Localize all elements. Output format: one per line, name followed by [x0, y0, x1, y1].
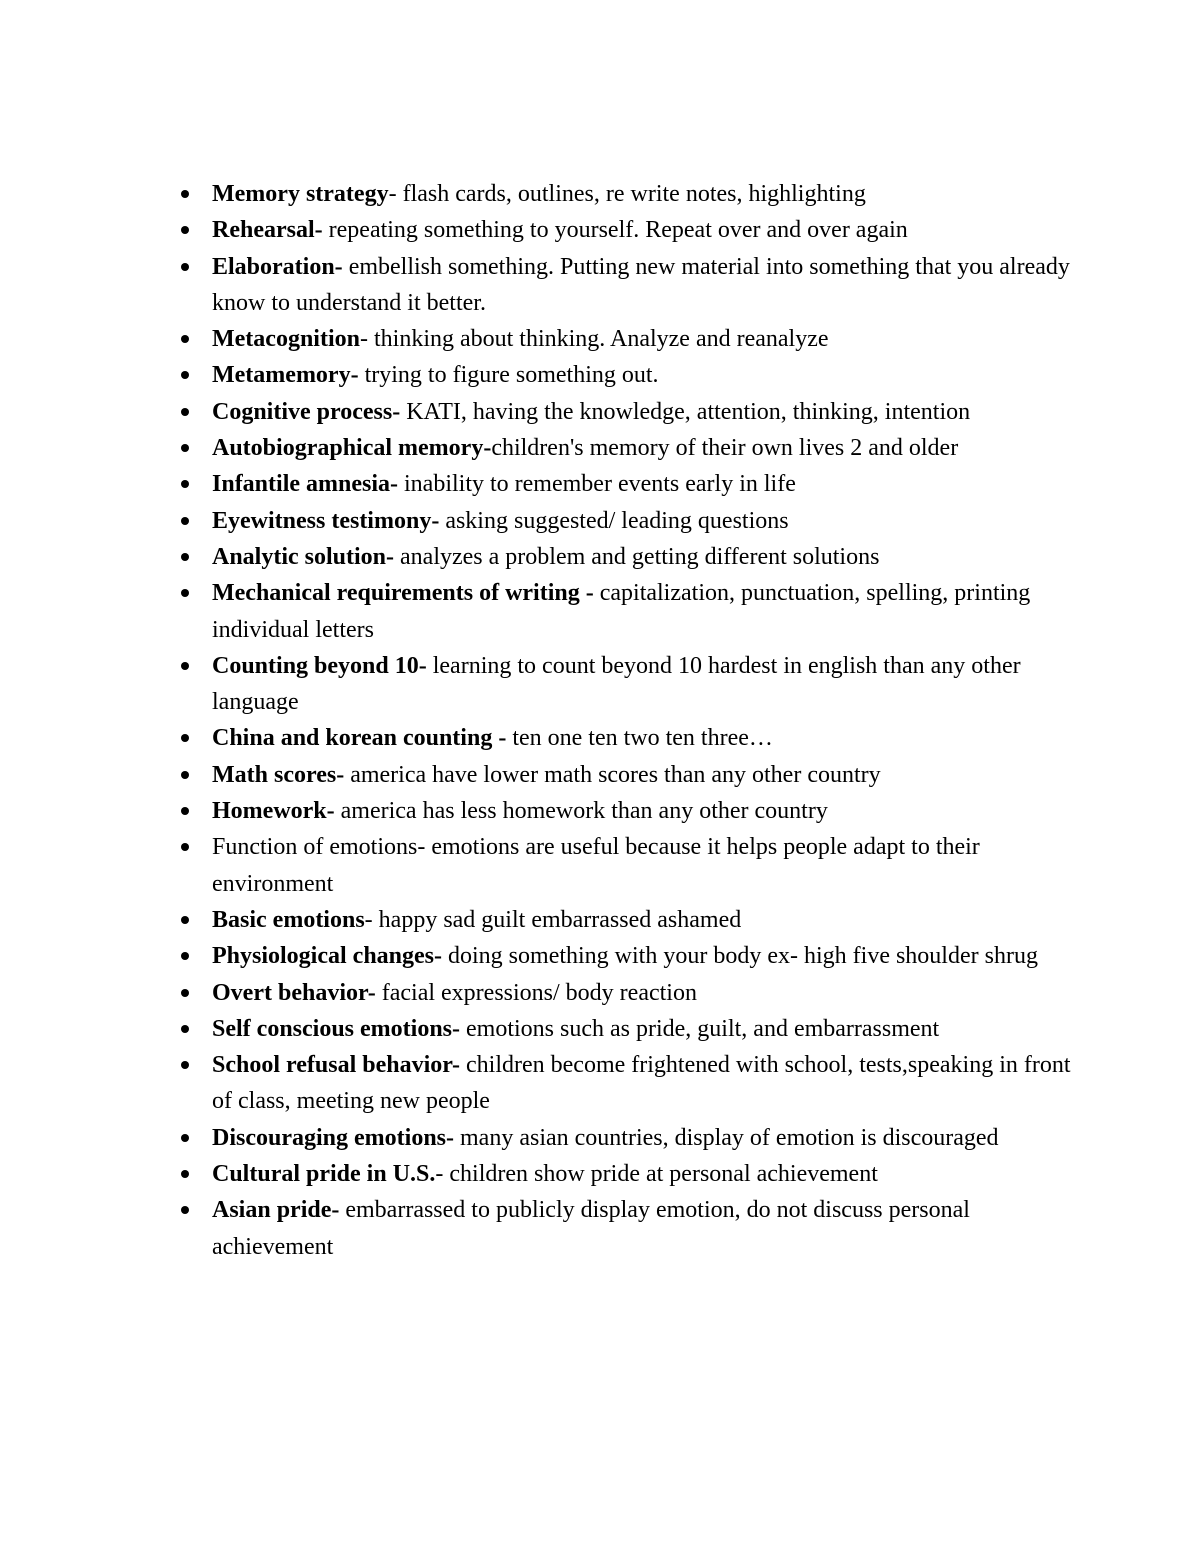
bullet-icon: [181, 662, 189, 670]
definition-text: KATI, having the knowledge, attention, thinking, intention: [400, 398, 971, 425]
term-label: Basic emotions: [212, 906, 365, 933]
list-item: [212, 720, 1092, 756]
definition-text: embellish something. Putting new material into something that you already know to understand it better.: [212, 253, 1070, 316]
list-item: [212, 503, 1092, 539]
list-item: [212, 829, 1092, 902]
term-label: Memory strategy: [212, 181, 389, 207]
term-label: Elaboration-: [212, 253, 343, 280]
bullet-icon: [181, 807, 189, 815]
list-item: [212, 466, 1092, 502]
bullet-icon: [181, 734, 189, 742]
list-item: [212, 539, 1092, 575]
definition-text: children's memory of their own lives 2 and older: [491, 435, 959, 462]
term-label: Autobiographical memory-: [212, 435, 492, 462]
bullet-icon: [181, 226, 189, 234]
list-item: [212, 757, 1092, 793]
definition-text: - happy sad guilt embarrassed ashamed: [364, 906, 742, 933]
list-item: [212, 1120, 1092, 1156]
definition-text: inability to remember events early in life: [398, 471, 796, 498]
bullet-icon: [181, 480, 189, 488]
bullet-icon: [181, 263, 189, 271]
list-item: [212, 321, 1092, 357]
term-label: Mechanical requirements of writing -: [212, 580, 594, 607]
term-label: Homework-: [212, 798, 335, 825]
term-label: School refusal behavior-: [212, 1052, 461, 1079]
bullet-icon: [181, 1061, 189, 1069]
term-label: Eyewitness testimony-: [212, 507, 440, 534]
term-label: Self conscious emotions-: [212, 1015, 460, 1042]
bullet-icon: [181, 371, 189, 379]
bullet-icon: [181, 989, 189, 997]
bullet-icon: [181, 1134, 189, 1142]
term-label: Analytic solution-: [212, 543, 395, 570]
list-item: [212, 1047, 1092, 1120]
list-item: [212, 249, 1092, 322]
term-label: China and korean counting -: [212, 725, 507, 752]
definition-text: analyzes a problem and getting different solutions: [394, 543, 880, 570]
bullet-icon: [181, 517, 189, 525]
definition-text: ten one ten two ten three…: [506, 725, 773, 752]
bullet-icon: [181, 1025, 189, 1033]
definition-text: embarrassed to publicly display emotion, do not discuss personal achievement: [212, 1197, 970, 1260]
bullet-icon: [181, 553, 189, 561]
definition-text: - thinking about thinking. Analyze and reanalyze: [359, 326, 829, 353]
term-label: Counting beyond 10-: [212, 652, 427, 679]
definition-text: children become frightened with school, tests,speaking in front of class, meeting new people: [212, 1052, 1071, 1115]
term-label: Metamemory-: [212, 362, 359, 389]
list-item: [212, 902, 1092, 938]
term-label: Math scores-: [212, 761, 345, 788]
definition-text: trying to figure something out.: [358, 362, 659, 389]
bullet-icon: [181, 916, 189, 924]
definition-text: - flash cards, outlines, re write notes, highlighting: [388, 181, 866, 207]
definition-text: america have lower math scores than any other country: [344, 761, 881, 788]
term-label: Rehearsal-: [212, 217, 323, 244]
term-label: Overt behavior-: [212, 979, 376, 1006]
term-label: Metacognition: [212, 326, 360, 353]
definition-text: emotions such as pride, guilt, and embarrassment: [460, 1015, 940, 1042]
bullet-icon: [181, 190, 189, 198]
list-item: [212, 1156, 1092, 1192]
list-item: [212, 176, 1092, 212]
list-item: [212, 357, 1092, 393]
bullet-icon: [181, 843, 189, 851]
term-label: Physiological changes-: [212, 943, 443, 970]
bullet-icon: [181, 1206, 189, 1214]
bullet-icon: [181, 771, 189, 779]
bullet-icon: [181, 952, 189, 960]
list-item: [212, 394, 1092, 430]
list-item: [212, 648, 1092, 721]
list-item: [212, 938, 1092, 974]
notes-list: [212, 176, 1092, 1265]
list-item: [212, 1192, 1092, 1265]
term-label: Discouraging emotions-: [212, 1124, 454, 1151]
definition-text: many asian countries, display of emotion is discouraged: [454, 1124, 999, 1151]
definition-text: capitalization, punctuation, spelling, printing individual letters: [212, 580, 1031, 643]
term-label: Cognitive process-: [212, 398, 401, 425]
definition-text: Function of emotions- emotions are useful because it helps people adapt to their environment: [212, 834, 980, 897]
bullet-icon: [181, 444, 189, 452]
term-label: Cultural pride in U.S.: [212, 1161, 436, 1188]
definition-text: asking suggested/ leading questions: [439, 507, 789, 534]
definition-text: - children show pride at personal achievement: [435, 1161, 878, 1188]
definition-text: doing something with your body ex- high five shoulder shrug: [442, 943, 1038, 970]
list-item: [212, 793, 1092, 829]
definition-text: learning to count beyond 10 hardest in english than any other language: [212, 652, 1021, 716]
bullet-icon: [181, 589, 189, 597]
list-item: [212, 1011, 1092, 1047]
list-item: [212, 212, 1092, 248]
list-item: [212, 575, 1092, 648]
term-label: Infantile amnesia-: [212, 471, 398, 498]
list-item: [212, 430, 1092, 466]
definition-text: facial expressions/ body reaction: [375, 979, 697, 1006]
definition-text: america has less homework than any other country: [334, 798, 828, 825]
term-label: Asian pride-: [212, 1197, 340, 1224]
bullet-icon: [181, 1170, 189, 1178]
list-item: [212, 975, 1092, 1011]
bullet-icon: [181, 335, 189, 343]
bullet-icon: [181, 408, 189, 416]
definition-text: repeating something to yourself. Repeat over and over again: [322, 217, 908, 244]
